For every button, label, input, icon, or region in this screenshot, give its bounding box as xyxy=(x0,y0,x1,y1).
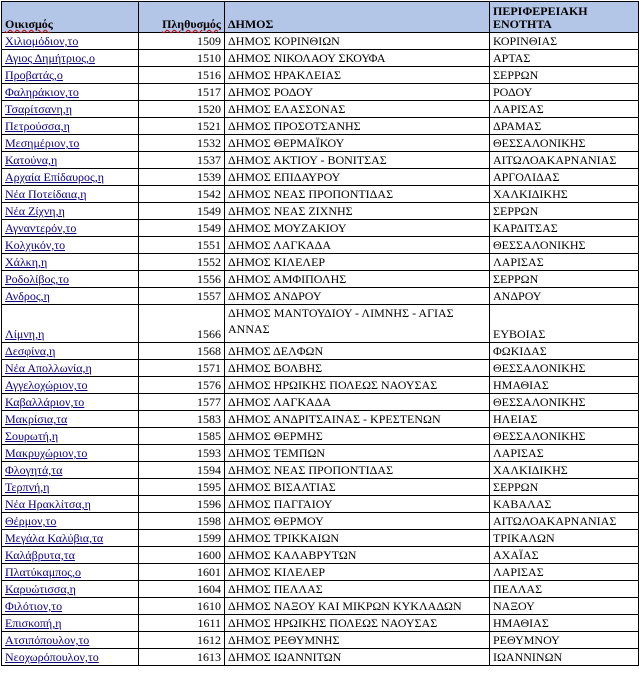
table-row xyxy=(2,462,639,479)
settlement-cell xyxy=(2,237,139,254)
table-row xyxy=(2,530,639,547)
regional-unit-cell: ΠΕΛΛΑΣ xyxy=(490,581,639,598)
regional-unit-cell: ΛΑΡΙΣΑΣ xyxy=(490,445,639,462)
population-cell: 1537 xyxy=(139,152,225,169)
settlement-link[interactable]: Αρχαία Επίδαυρος,η xyxy=(5,170,105,184)
municipality-cell: ΔΗΜΟΣ ΝΕΑΣ ΠΡΟΠΟΝΤΙΔΑΣ xyxy=(225,186,490,203)
population-cell: 1552 xyxy=(139,254,225,271)
population-cell: 1600 xyxy=(139,547,225,564)
municipality-cell: ΔΗΜΟΣ ΗΡΩΙΚΗΣ ΠΟΛΕΩΣ ΝΑΟΥΣΑΣ xyxy=(225,615,490,632)
regional-unit-cell: ΚΑΡΔΙΤΣΑΣ xyxy=(490,220,639,237)
municipality-cell: ΔΗΜΟΣ ΠΑΓΓΑΙΟΥ xyxy=(225,496,490,513)
municipality-cell: ΔΗΜΟΣ ΘΕΡΜΟΥ xyxy=(225,513,490,530)
settlement-link[interactable]: Θέρμον,το xyxy=(5,514,57,528)
table-row xyxy=(2,547,639,564)
regional-unit-cell: ΚΟΡΙΝΘΙΑΣ xyxy=(490,33,639,50)
population-cell: 1566 xyxy=(139,305,225,343)
table-row xyxy=(2,615,639,632)
municipality-cell: ΔΗΜΟΣ ΡΟΔΟΥ xyxy=(225,84,490,101)
settlement-link[interactable]: Ροδολίβος,το xyxy=(5,272,70,286)
population-cell: 1557 xyxy=(139,288,225,305)
settlement-cell xyxy=(2,254,139,271)
regional-unit-cell: ΤΡΙΚΑΛΩΝ xyxy=(490,530,639,547)
settlement-cell xyxy=(2,479,139,496)
municipality-cell: ΔΗΜΟΣ ΒΙΣΑΛΤΙΑΣ xyxy=(225,479,490,496)
population-cell: 1576 xyxy=(139,377,225,394)
population-cell: 1517 xyxy=(139,84,225,101)
settlement-link[interactable]: Καρυώτισσα,η xyxy=(5,582,76,596)
table-row xyxy=(2,377,639,394)
regional-unit-cell: ΔΡΑΜΑΣ xyxy=(490,118,639,135)
population-cell: 1583 xyxy=(139,411,225,428)
settlement-cell xyxy=(2,360,139,377)
header-row xyxy=(2,2,639,33)
settlement-link[interactable]: Νέα Απολλωνία,η xyxy=(5,361,92,375)
municipality-cell: ΔΗΜΟΣ ΑΝΔΡΙΤΣΑΙΝΑΣ - ΚΡΕΣΤΕΝΩΝ xyxy=(225,411,490,428)
regional-unit-cell: ΘΕΣΣΑΛΟΝΙΚΗΣ xyxy=(490,360,639,377)
table-row xyxy=(2,237,639,254)
municipality-cell: ΔΗΜΟΣ ΝΑΞΟΥ ΚΑΙ ΜΙΚΡΩΝ ΚΥΚΛΑΔΩΝ xyxy=(225,598,490,615)
municipality-cell: ΔΗΜΟΣ ΒΟΛΒΗΣ xyxy=(225,360,490,377)
table-row xyxy=(2,135,639,152)
settlement-link[interactable]: Πλατύκαμπος,ο xyxy=(5,565,82,579)
settlement-cell xyxy=(2,101,139,118)
settlement-cell xyxy=(2,411,139,428)
settlement-cell xyxy=(2,288,139,305)
population-cell: 1549 xyxy=(139,220,225,237)
population-cell: 1568 xyxy=(139,343,225,360)
regional-unit-cell: ΑΙΤΩΛΟΑΚΑΡΝΑΝΙΑΣ xyxy=(490,152,639,169)
regional-unit-cell: ΘΕΣΣΑΛΟΝΙΚΗΣ xyxy=(490,135,639,152)
settlement-cell xyxy=(2,632,139,649)
population-cell: 1613 xyxy=(139,649,225,666)
table-row xyxy=(2,203,639,220)
regional-unit-cell: ΧΑΛΚΙΔΙΚΗΣ xyxy=(490,462,639,479)
table-row xyxy=(2,649,639,666)
population-cell: 1542 xyxy=(139,186,225,203)
settlements-table xyxy=(1,1,639,666)
population-cell: 1571 xyxy=(139,360,225,377)
municipality-cell: ΔΗΜΟΣ ΘΕΡΜΑΪΚΟΥ xyxy=(225,135,490,152)
regional-unit-cell: ΑΡΤΑΣ xyxy=(490,50,639,67)
settlement-link[interactable]: Κολχικόν,το xyxy=(5,238,66,252)
regional-unit-cell: ΡΕΘΥΜΝΟΥ xyxy=(490,632,639,649)
regional-unit-cell: ΣΕΡΡΩΝ xyxy=(490,67,639,84)
population-cell: 1510 xyxy=(139,50,225,67)
population-cell: 1601 xyxy=(139,564,225,581)
municipality-cell: ΔΗΜΟΣ ΛΑΓΚΑΔΑ xyxy=(225,394,490,411)
municipality-cell: ΔΗΜΟΣ ΕΠΙΔΑΥΡΟΥ xyxy=(225,169,490,186)
population-cell: 1577 xyxy=(139,394,225,411)
regional-unit-cell: ΗΜΑΘΙΑΣ xyxy=(490,377,639,394)
table-row xyxy=(2,411,639,428)
municipality-cell: ΔΗΜΟΣ ΤΡΙΚΚΑΙΩΝ xyxy=(225,530,490,547)
regional-unit-cell: ΚΑΒΑΛΑΣ xyxy=(490,496,639,513)
municipality-cell: ΔΗΜΟΣ ΔΕΛΦΩΝ xyxy=(225,343,490,360)
table-row xyxy=(2,598,639,615)
table-row xyxy=(2,288,639,305)
settlement-link[interactable]: Αγγελοχώριον,το xyxy=(5,378,88,392)
settlement-cell xyxy=(2,598,139,615)
table-row xyxy=(2,496,639,513)
table-row xyxy=(2,581,639,598)
settlement-cell xyxy=(2,649,139,666)
municipality-cell: ΔΗΜΟΣ ΗΡΑΚΛΕΙΑΣ xyxy=(225,67,490,84)
regional-unit-cell: ΝΑΞΟΥ xyxy=(490,598,639,615)
settlement-cell xyxy=(2,220,139,237)
regional-unit-cell: ΡΟΔΟΥ xyxy=(490,84,639,101)
regional-unit-cell: ΦΩΚΙΔΑΣ xyxy=(490,343,639,360)
municipality-cell: ΔΗΜΟΣ ΜΟΥΖΑΚΙΟΥ xyxy=(225,220,490,237)
settlement-cell xyxy=(2,118,139,135)
population-cell: 1610 xyxy=(139,598,225,615)
settlement-cell xyxy=(2,186,139,203)
municipality-cell: ΔΗΜΟΣ ΑΚΤΙΟΥ - ΒΟΝΙΤΣΑΣ xyxy=(225,152,490,169)
population-cell: 1556 xyxy=(139,271,225,288)
settlement-cell xyxy=(2,445,139,462)
settlement-link[interactable]: Κατούνα,η xyxy=(5,153,58,167)
table-row xyxy=(2,479,639,496)
municipality-cell: ΔΗΜΟΣ ΠΕΛΛΑΣ xyxy=(225,581,490,598)
municipality-cell: ΔΗΜΟΣ ΙΩΑΝΝΙΤΩΝ xyxy=(225,649,490,666)
settlement-link[interactable]: Μακρυχώριον,το xyxy=(5,446,88,460)
settlement-link[interactable]: Προβατάς,ο xyxy=(5,68,63,82)
settlement-cell xyxy=(2,271,139,288)
municipality-cell: ΔΗΜΟΣ ΘΕΡΜΗΣ xyxy=(225,428,490,445)
regional-unit-cell: ΛΑΡΙΣΑΣ xyxy=(490,564,639,581)
settlement-link[interactable]: Νέα Ηρακλίτσα,η xyxy=(5,497,91,511)
table-row xyxy=(2,186,639,203)
regional-unit-cell: ΛΑΡΙΣΑΣ xyxy=(490,254,639,271)
settlement-link[interactable]: Δεσφίνα,η xyxy=(5,344,56,358)
table-row xyxy=(2,84,639,101)
table-row xyxy=(2,360,639,377)
municipality-cell: ΔΗΜΟΣ ΝΕΑΣ ΖΙΧΝΗΣ xyxy=(225,203,490,220)
settlement-cell xyxy=(2,343,139,360)
settlement-cell xyxy=(2,305,139,343)
settlement-link[interactable]: Φαληράκιον,το xyxy=(5,85,79,99)
population-cell: 1516 xyxy=(139,67,225,84)
population-cell: 1594 xyxy=(139,462,225,479)
settlement-cell xyxy=(2,564,139,581)
settlement-cell xyxy=(2,135,139,152)
population-cell: 1532 xyxy=(139,135,225,152)
municipality-cell: ΔΗΜΟΣ ΜΑΝΤΟΥΔΙΟΥ - ΛΙΜΝΗΣ - ΑΓΙΑΣ ΑΝΝΑΣ xyxy=(225,305,490,343)
settlement-cell xyxy=(2,84,139,101)
population-cell: 1612 xyxy=(139,632,225,649)
municipality-cell: ΔΗΜΟΣ ΚΑΛΑΒΡΥΤΩΝ xyxy=(225,547,490,564)
regional-unit-cell: ΣΕΡΡΩΝ xyxy=(490,271,639,288)
table-row xyxy=(2,33,639,50)
settlement-cell xyxy=(2,496,139,513)
municipality-cell: ΔΗΜΟΣ ΤΕΜΠΩΝ xyxy=(225,445,490,462)
table-row xyxy=(2,67,639,84)
settlement-link[interactable]: Φλογητά,τα xyxy=(5,463,63,477)
table-row xyxy=(2,220,639,237)
settlement-cell xyxy=(2,67,139,84)
municipality-cell: ΔΗΜΟΣ ΚΟΡΙΝΘΙΩΝ xyxy=(225,33,490,50)
population-cell: 1551 xyxy=(139,237,225,254)
population-cell: 1599 xyxy=(139,530,225,547)
population-cell: 1604 xyxy=(139,581,225,598)
settlement-cell xyxy=(2,513,139,530)
table-row xyxy=(2,428,639,445)
settlement-link[interactable]: Καβαλλάριον,το xyxy=(5,395,85,409)
regional-unit-cell: ΑΧΑΪΑΣ xyxy=(490,547,639,564)
regional-unit-cell: ΘΕΣΣΑΛΟΝΙΚΗΣ xyxy=(490,237,639,254)
municipality-cell: ΔΗΜΟΣ ΚΙΛΕΛΕΡ xyxy=(225,564,490,581)
settlement-link[interactable]: Ατσιπόπουλον,το xyxy=(5,633,90,647)
settlement-cell xyxy=(2,152,139,169)
settlement-cell xyxy=(2,33,139,50)
regional-unit-cell: ΗΛΕΙΑΣ xyxy=(490,411,639,428)
table-row xyxy=(2,101,639,118)
settlement-cell xyxy=(2,428,139,445)
settlement-link[interactable]: Τερπνή,η xyxy=(5,480,50,494)
population-cell: 1509 xyxy=(139,33,225,50)
municipality-cell: ΔΗΜΟΣ ΑΜΦΙΠΟΛΗΣ xyxy=(225,271,490,288)
settlement-link[interactable]: Επισκοπή,η xyxy=(5,616,62,630)
table-row xyxy=(2,632,639,649)
settlement-link[interactable]: Αγναντερόν,το xyxy=(5,221,77,235)
table-row xyxy=(2,305,639,343)
settlement-link[interactable]: Λίμνη,η xyxy=(5,327,45,341)
regional-unit-cell: ΣΕΡΡΩΝ xyxy=(490,203,639,220)
population-cell: 1521 xyxy=(139,118,225,135)
population-cell: 1598 xyxy=(139,513,225,530)
population-cell: 1593 xyxy=(139,445,225,462)
settlement-cell xyxy=(2,394,139,411)
settlement-link[interactable]: Αγιος Δημήτριος,ο xyxy=(5,51,95,65)
population-cell: 1539 xyxy=(139,169,225,186)
table-row xyxy=(2,50,639,67)
municipality-cell: ΔΗΜΟΣ ΚΙΛΕΛΕΡ xyxy=(225,254,490,271)
header-municipality[interactable]: ΔΗΜΟΣ xyxy=(225,2,490,33)
regional-unit-cell: ΘΕΣΣΑΛΟΝΙΚΗΣ xyxy=(490,428,639,445)
population-cell: 1585 xyxy=(139,428,225,445)
table-row xyxy=(2,271,639,288)
header-regional-unit[interactable]: ΠΕΡΙΦΕΡΕΙΑΚΗ ΕΝΟΤΗΤΑ xyxy=(490,2,639,33)
municipality-cell: ΔΗΜΟΣ ΝΙΚΟΛΑΟΥ ΣΚΟΥΦΑ xyxy=(225,50,490,67)
settlement-link[interactable]: Χάλκη,η xyxy=(5,255,48,269)
municipality-cell: ΔΗΜΟΣ ΕΛΑΣΣΟΝΑΣ xyxy=(225,101,490,118)
table-row xyxy=(2,343,639,360)
table-row xyxy=(2,152,639,169)
table-row xyxy=(2,445,639,462)
settlement-cell xyxy=(2,50,139,67)
settlement-link[interactable]: Καλάβρυτα,τα xyxy=(5,548,75,562)
settlement-link[interactable]: Μακρίσια,τα xyxy=(5,412,68,426)
settlement-cell xyxy=(2,547,139,564)
table-row xyxy=(2,254,639,271)
settlement-link[interactable]: Πετρούσσα,η xyxy=(5,119,70,133)
municipality-cell: ΔΗΜΟΣ ΛΑΓΚΑΔΑ xyxy=(225,237,490,254)
municipality-cell: ΔΗΜΟΣ ΗΡΩΙΚΗΣ ΠΟΛΕΩΣ ΝΑΟΥΣΑΣ xyxy=(225,377,490,394)
settlement-link[interactable]: Μεγάλα Καλύβια,τα xyxy=(5,531,104,545)
municipality-cell: ΔΗΜΟΣ ΠΡΟΣΟΤΣΑΝΗΣ xyxy=(225,118,490,135)
regional-unit-cell: ΗΜΑΘΙΑΣ xyxy=(490,615,639,632)
header-settlement[interactable]: Οικισμός xyxy=(2,2,139,33)
municipality-cell: ΔΗΜΟΣ ΑΝΔΡΟΥ xyxy=(225,288,490,305)
municipality-cell: ΔΗΜΟΣ ΡΕΘΥΜΝΗΣ xyxy=(225,632,490,649)
population-cell: 1611 xyxy=(139,615,225,632)
settlement-cell xyxy=(2,203,139,220)
municipality-cell: ΔΗΜΟΣ ΝΕΑΣ ΠΡΟΠΟΝΤΙΔΑΣ xyxy=(225,462,490,479)
settlement-cell xyxy=(2,615,139,632)
settlement-link[interactable]: Ανδρος,η xyxy=(5,289,50,303)
population-cell: 1520 xyxy=(139,101,225,118)
regional-unit-cell: ΘΕΣΣΑΛΟΝΙΚΗΣ xyxy=(490,394,639,411)
settlement-link[interactable]: Σουρωτή,η xyxy=(5,429,59,443)
table-row xyxy=(2,564,639,581)
settlement-cell xyxy=(2,169,139,186)
regional-unit-cell: ΙΩΑΝΝΙΝΩΝ xyxy=(490,649,639,666)
population-cell: 1549 xyxy=(139,203,225,220)
regional-unit-cell: ΛΑΡΙΣΑΣ xyxy=(490,101,639,118)
regional-unit-cell: ΣΕΡΡΩΝ xyxy=(490,479,639,496)
regional-unit-cell: ΑΙΤΩΛΟΑΚΑΡΝΑΝΙΑΣ xyxy=(490,513,639,530)
regional-unit-cell: ΑΝΔΡΟΥ xyxy=(490,288,639,305)
settlement-link[interactable]: Νέα Ποτείδαια,η xyxy=(5,187,87,201)
settlement-link[interactable]: Χιλιομόδιον,το xyxy=(5,34,79,48)
population-cell: 1596 xyxy=(139,496,225,513)
settlement-cell xyxy=(2,581,139,598)
settlement-link[interactable]: Φιλότιον,το xyxy=(5,599,63,613)
header-population[interactable]: Πληθυσμός xyxy=(139,2,225,33)
population-cell: 1595 xyxy=(139,479,225,496)
settlement-cell xyxy=(2,530,139,547)
table-row xyxy=(2,118,639,135)
table-row xyxy=(2,513,639,530)
table-row xyxy=(2,169,639,186)
settlement-cell xyxy=(2,377,139,394)
settlement-link[interactable]: Μεσημέριον,το xyxy=(5,136,80,150)
settlement-cell xyxy=(2,462,139,479)
regional-unit-cell: ΧΑΛΚΙΔΙΚΗΣ xyxy=(490,186,639,203)
regional-unit-cell: ΕΥΒΟΙΑΣ xyxy=(490,305,639,343)
regional-unit-cell: ΑΡΓΟΛΙΔΑΣ xyxy=(490,169,639,186)
settlement-link[interactable]: Νεοχωρόπουλον,το xyxy=(5,650,99,664)
table-row xyxy=(2,394,639,411)
settlement-link[interactable]: Νέα Ζίχνη,η xyxy=(5,204,65,218)
settlement-link[interactable]: Τσαρίτσανη,η xyxy=(5,102,73,116)
